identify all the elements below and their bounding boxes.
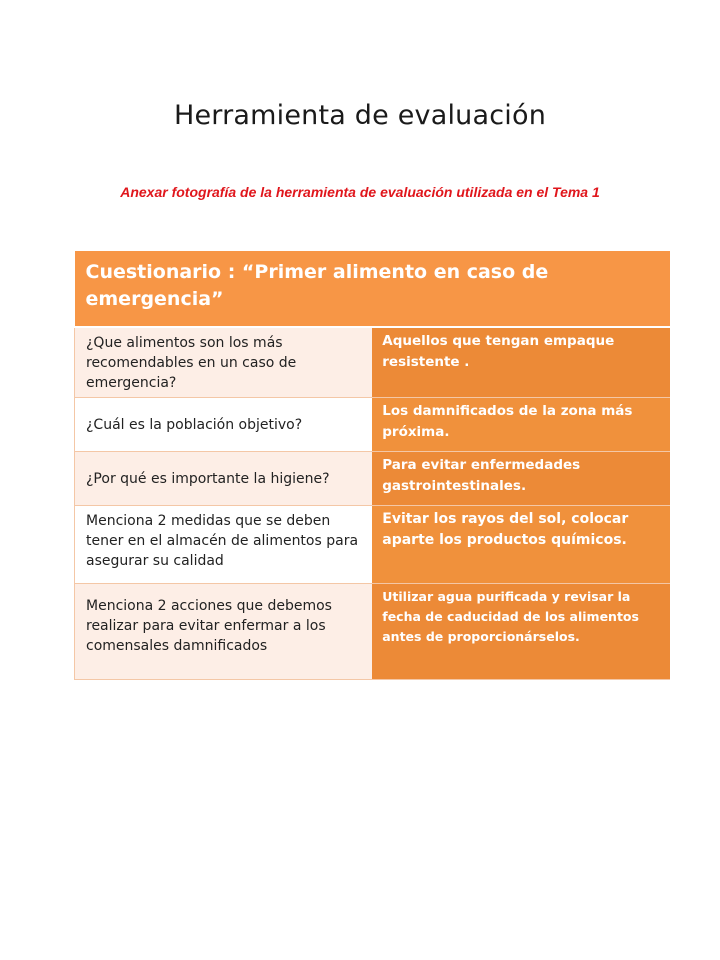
answer-cell: Evitar los rayos del sol, colocar aparte los productos químicos. [372, 506, 670, 584]
instruction-text: Anexar fotografía de la herramienta de evaluación utilizada en el Tema 1 [120, 184, 600, 200]
answer-cell: Utilizar agua purificada y revisar la fecha de caducidad de los alimentos antes de proporcionárselos. [372, 584, 670, 680]
quiz-row [75, 584, 671, 680]
question-cell: ¿Cuál es la población objetivo? [75, 398, 373, 452]
answer-cell: Los damnificados de la zona más próxima. [372, 398, 670, 452]
quiz-header-row [75, 251, 671, 327]
quiz-row [75, 506, 671, 584]
question-cell: Menciona 2 acciones que debemos realizar para evitar enfermar a los comensales damnificados [75, 584, 373, 680]
quiz-table [74, 251, 670, 680]
answer-cell: Aquellos que tengan empaque resistente . [372, 327, 670, 398]
answer-cell: Para evitar enfermedades gastrointestinales. [372, 452, 670, 506]
quiz-header: Cuestionario : “Primer alimento en caso de emergencia” [75, 251, 671, 327]
page-title: Herramienta de evaluación [173, 100, 547, 131]
quiz-row [75, 327, 671, 398]
quiz-row [75, 398, 671, 452]
quiz-row [75, 452, 671, 506]
question-cell: Menciona 2 medidas que se deben tener en el almacén de alimentos para asegurar su calidad [75, 506, 373, 584]
question-cell: ¿Por qué es importante la higiene? [75, 452, 373, 506]
question-cell: ¿Que alimentos son los más recomendables en un caso de emergencia? [75, 327, 373, 398]
